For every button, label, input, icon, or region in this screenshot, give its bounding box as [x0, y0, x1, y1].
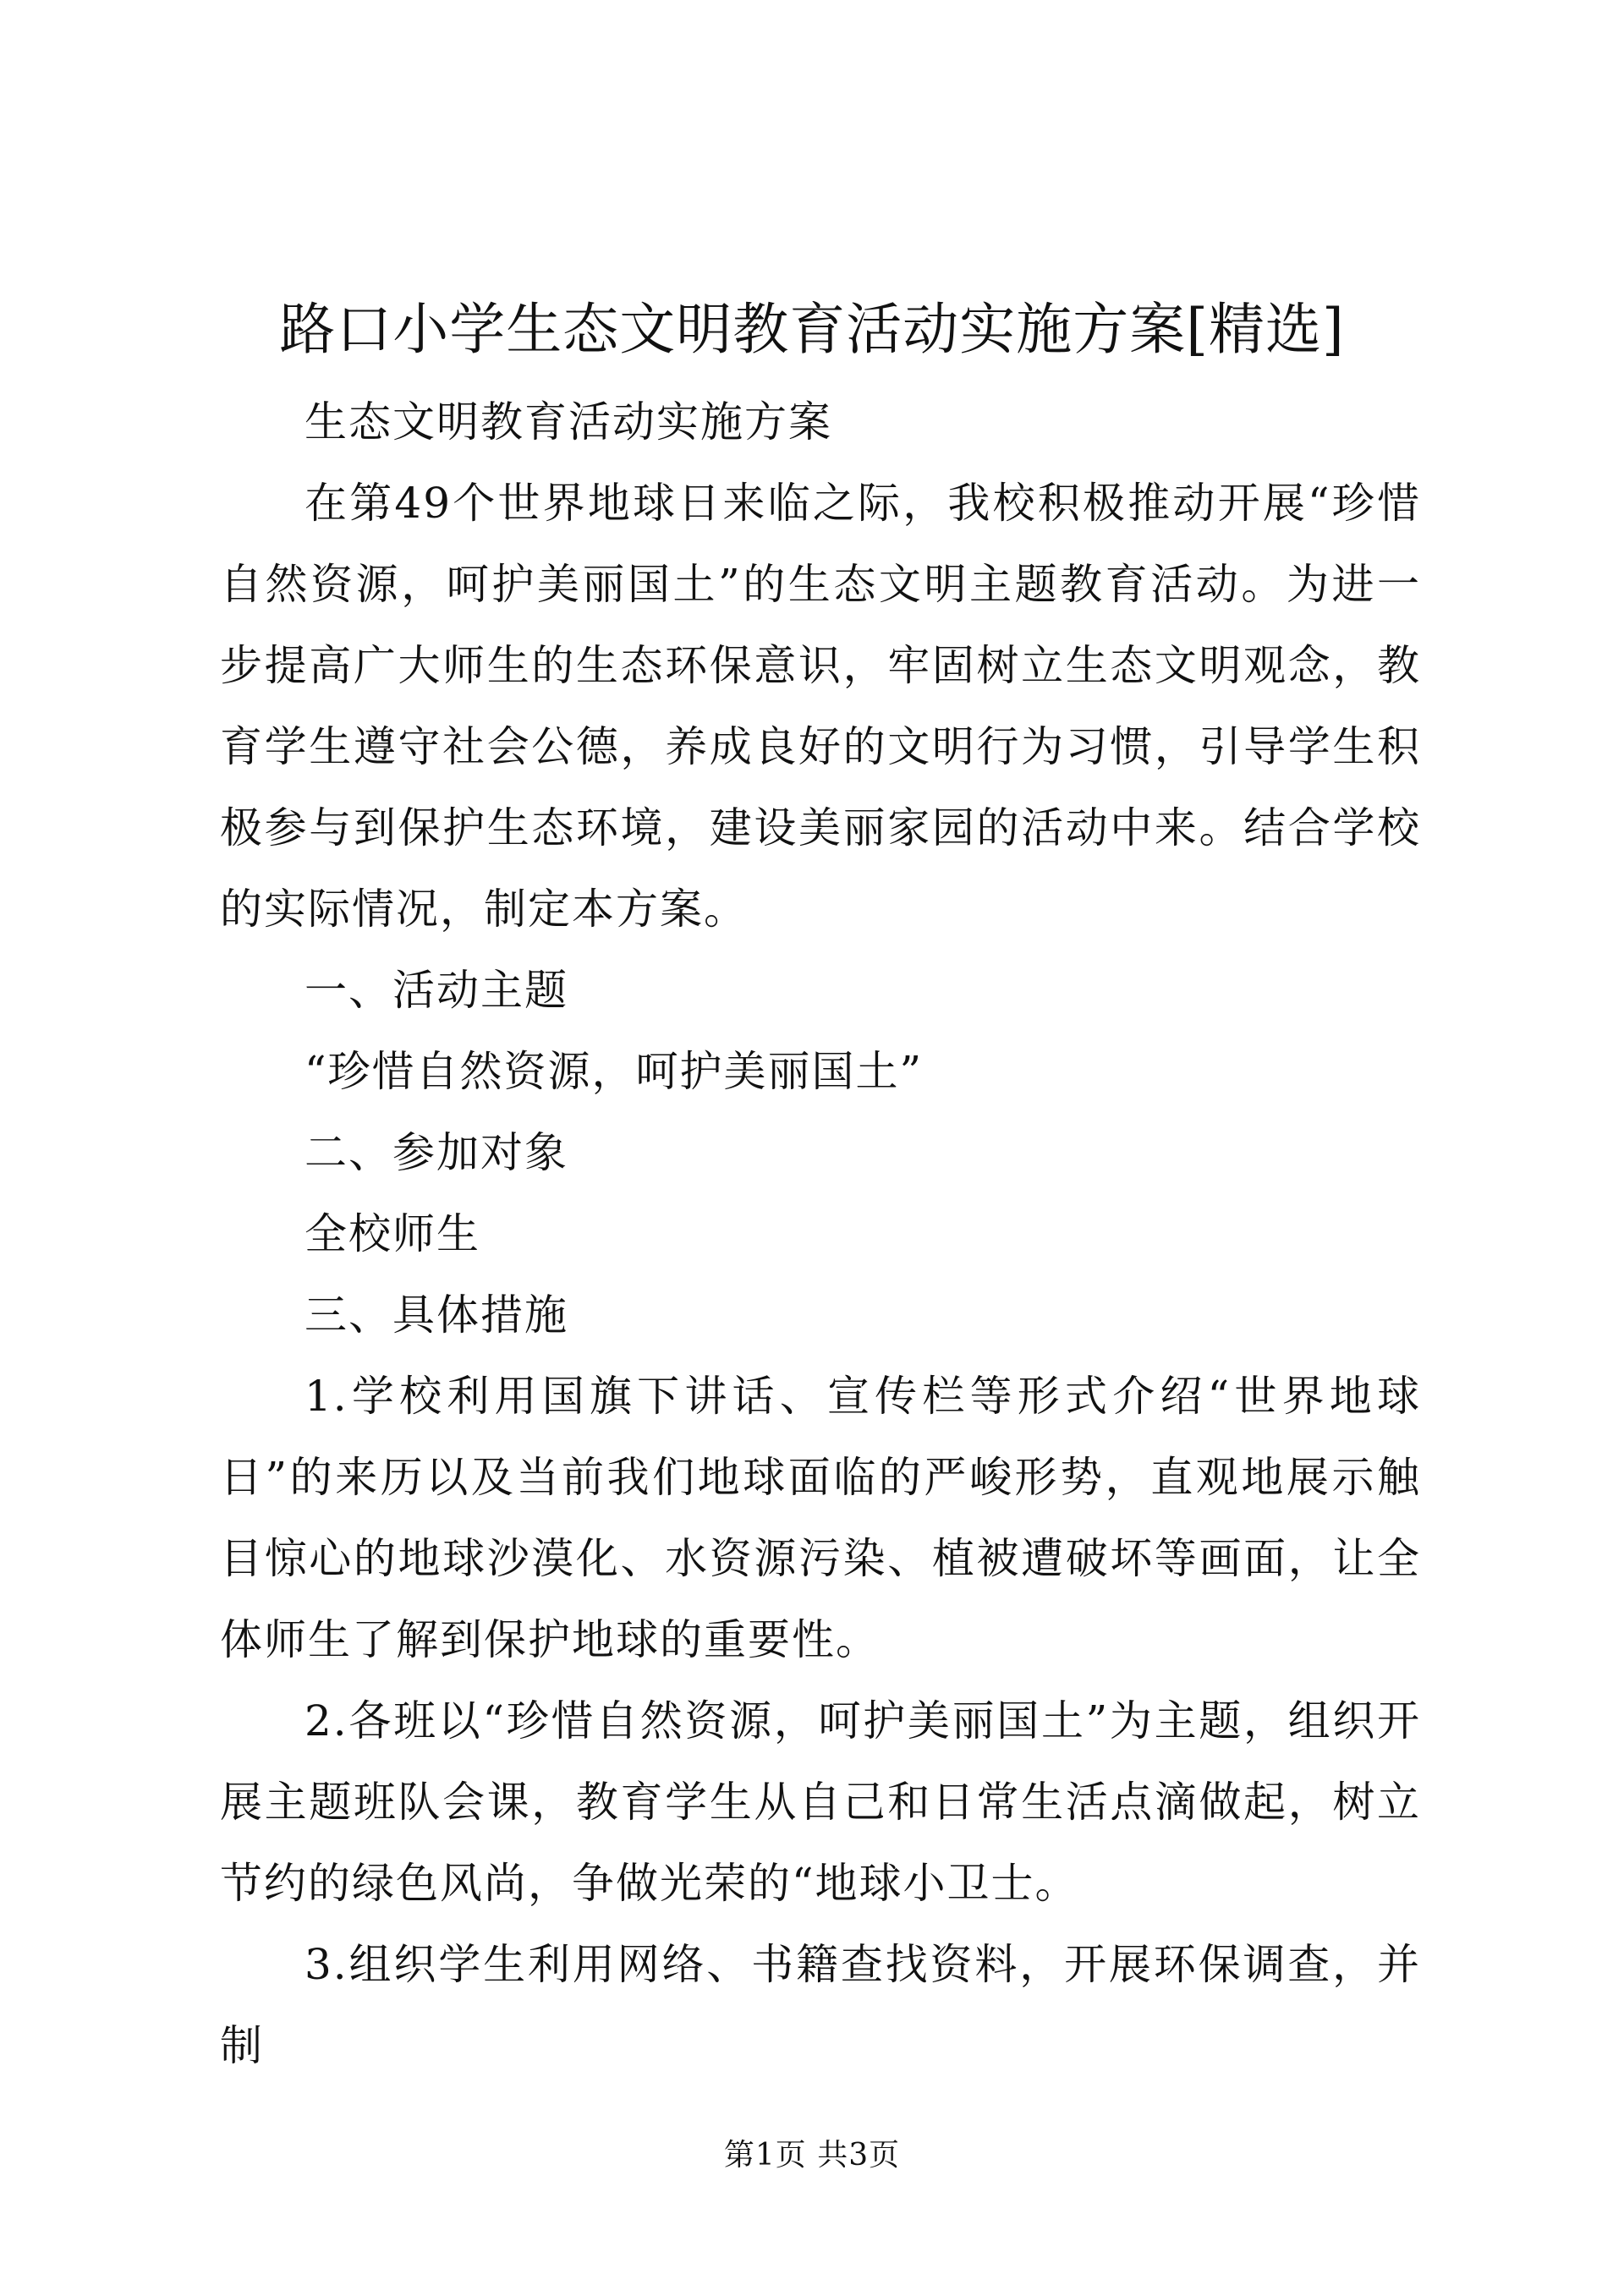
document-title: 路口小学生态文明教育活动实施方案[精选] — [279, 297, 1345, 362]
measure-1-paragraph: 1.学校利用国旗下讲话、宣传栏等形式介绍“世界地球日”的来历以及当前我们地球面临的严峻形势，直观地展示触目惊心的地球沙漠化、水资源污染、植被遭破坏等画面，让全体师生了解到保护地球的重要性。 — [220, 1372, 1421, 1664]
section-heading-theme: 一、活动主题 — [304, 966, 568, 1015]
measure-3-paragraph: 3.组织学生利用网络、书籍查找资料，开展环保调查，并制 — [220, 1940, 1421, 2070]
measure-2-paragraph: 2.各班以“珍惜自然资源，呵护美丽国土”为主题，组织开展主题班队会课，教育学生从自己和日常生活点滴做起，树立节约的绿色风尚，争做光荣的“地球小卫士。 — [220, 1696, 1421, 1908]
intro-paragraph: 在第49个世界地球日来临之际，我校积极推动开展“珍惜自然资源，呵护美丽国土”的生态文明主题教育活动。为进一步提高广大师生的生态环保意识，牢固树立生态文明观念，教育学生遵守社会公德，养成良好的文明行为习惯，引导学生积极参与到保护生态环境，建设美丽家园的活动中来。结合学校的实际情况，制定本方案。 — [220, 479, 1421, 934]
participants-paragraph: 全校师生 — [304, 1209, 480, 1258]
section-heading-participants: 二、参加对象 — [304, 1128, 568, 1177]
document-body — [220, 381, 1421, 2086]
theme-paragraph: “珍惜自然资源，呵护美丽国土” — [304, 1047, 924, 1096]
page-number-footer: 第1页 共3页 — [723, 2138, 901, 2173]
subtitle-paragraph: 生态文明教育活动实施方案 — [304, 397, 832, 447]
section-heading-measures: 三、具体措施 — [304, 1290, 568, 1340]
